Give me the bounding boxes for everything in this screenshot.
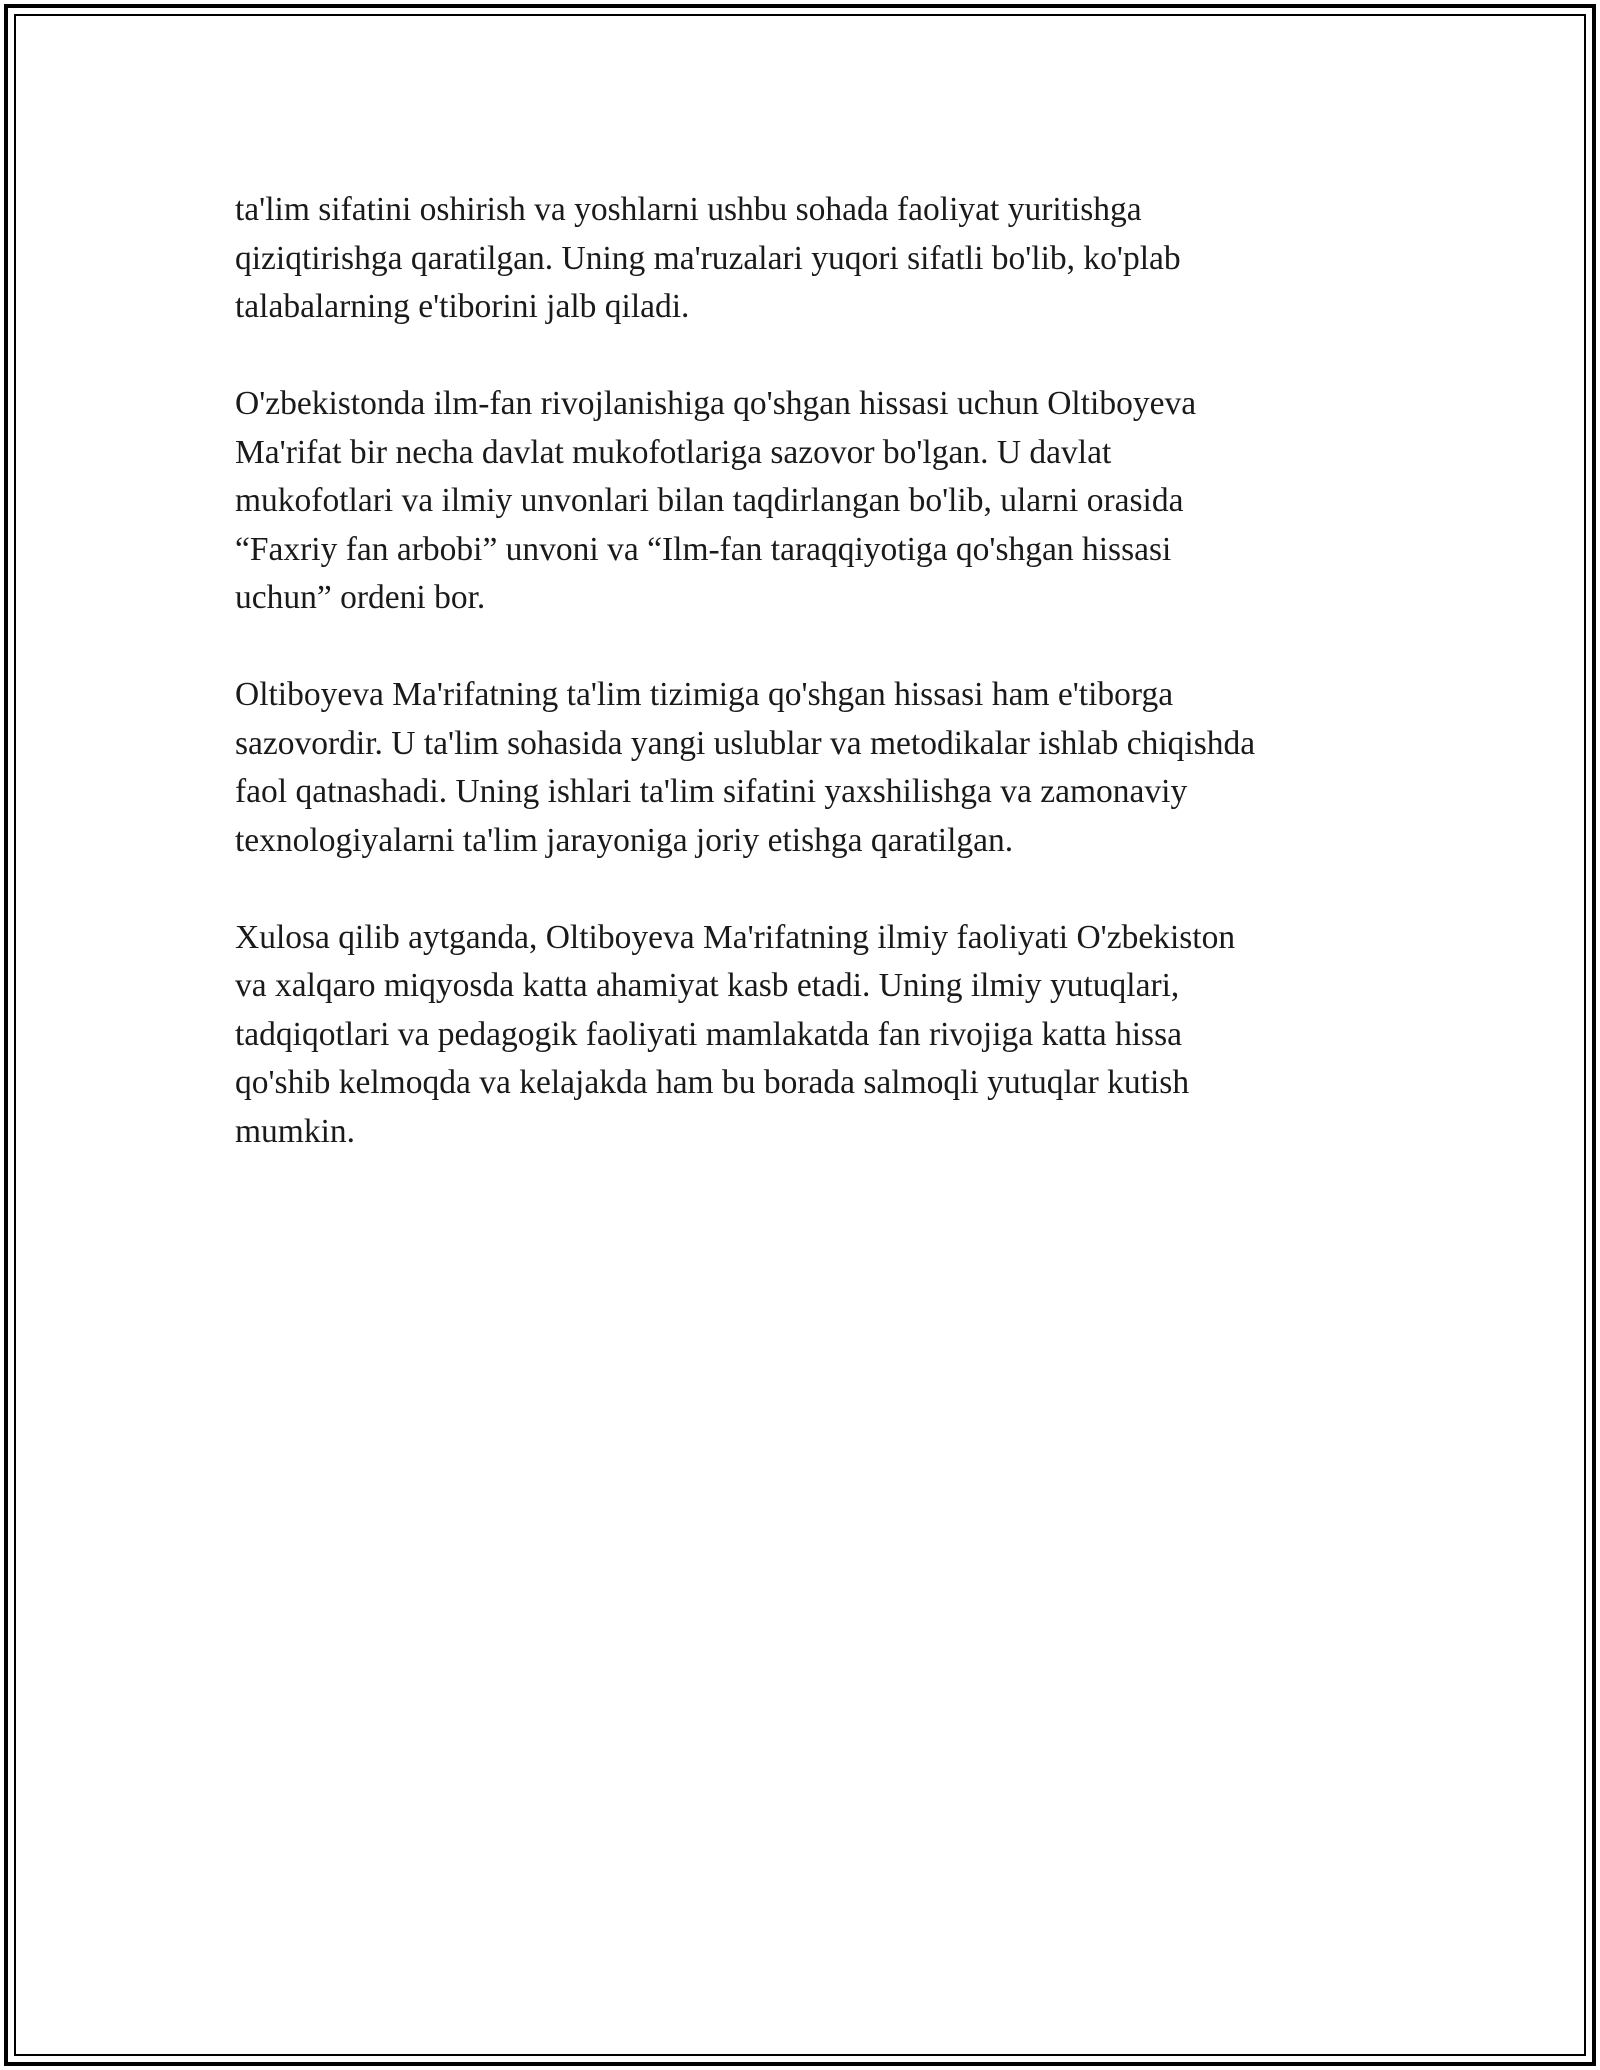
- text-line: qo'shib kelmoqda va kelajakda ham bu borada salmoqli yutuqlar kutish: [235, 1064, 1190, 1101]
- text-line: Oltiboyeva Ma'rifatning ta'lim tizimiga qo'shgan hissasi ham e'tiborga: [235, 676, 1174, 713]
- text-line: Ma'rifat bir necha davlat mukofotlariga sazovor bo'lgan. U davlat: [235, 433, 1112, 471]
- paragraph-3: [235, 671, 1375, 865]
- document-body: [235, 186, 1375, 1205]
- text-line: mumkin.: [235, 1112, 356, 1150]
- paragraph-2: [235, 380, 1375, 623]
- text-line: uchun” ordeni bor.: [235, 579, 486, 616]
- text-line: “Faxriy fan arbobi” unvoni va “Ilm-fan taraqqiyotiga qo'shgan hissasi: [235, 530, 1172, 568]
- text-line: faol qatnashadi. Uning ishlari ta'lim sifatini yaxshilishga va zamonaviy: [235, 773, 1188, 810]
- text-line: O'zbekistonda ilm-fan rivojlanishiga qo'shgan hissasi uchun Oltiboyeva: [235, 385, 1197, 422]
- text-line: texnologiyalarni ta'lim jarayoniga joriy etishga qaratilgan.: [235, 821, 1014, 859]
- text-line: qiziqtirishga qaratilgan. Uning ma'ruzalari yuqori sifatli bo'lib, ko'plab: [235, 239, 1181, 277]
- paragraph-4: [235, 914, 1375, 1157]
- paragraph-1: [235, 186, 1375, 332]
- text-line: ta'lim sifatini oshirish va yoshlarni ushbu sohada faoliyat yuritishga: [235, 191, 1142, 228]
- text-line: tadqiqotlari va pedagogik faoliyati mamlakatda fan rivojiga katta hissa: [235, 1015, 1182, 1053]
- text-line: sazovordir. U ta'lim sohasida yangi uslublar va metodikalar ishlab chiqishda: [235, 724, 1256, 762]
- text-line: Xulosa qilib aytganda, Oltiboyeva Ma'rifatning ilmiy faoliyati O'zbekiston: [235, 918, 1236, 956]
- text-line: talabalarning e'tiborini jalb qiladi.: [235, 288, 690, 325]
- text-line: mukofotlari va ilmiy unvonlari bilan taqdirlangan bo'lib, ularni orasida: [235, 482, 1184, 519]
- text-line: va xalqaro miqyosda katta ahamiyat kasb etadi. Uning ilmiy yutuqlari,: [235, 967, 1180, 1004]
